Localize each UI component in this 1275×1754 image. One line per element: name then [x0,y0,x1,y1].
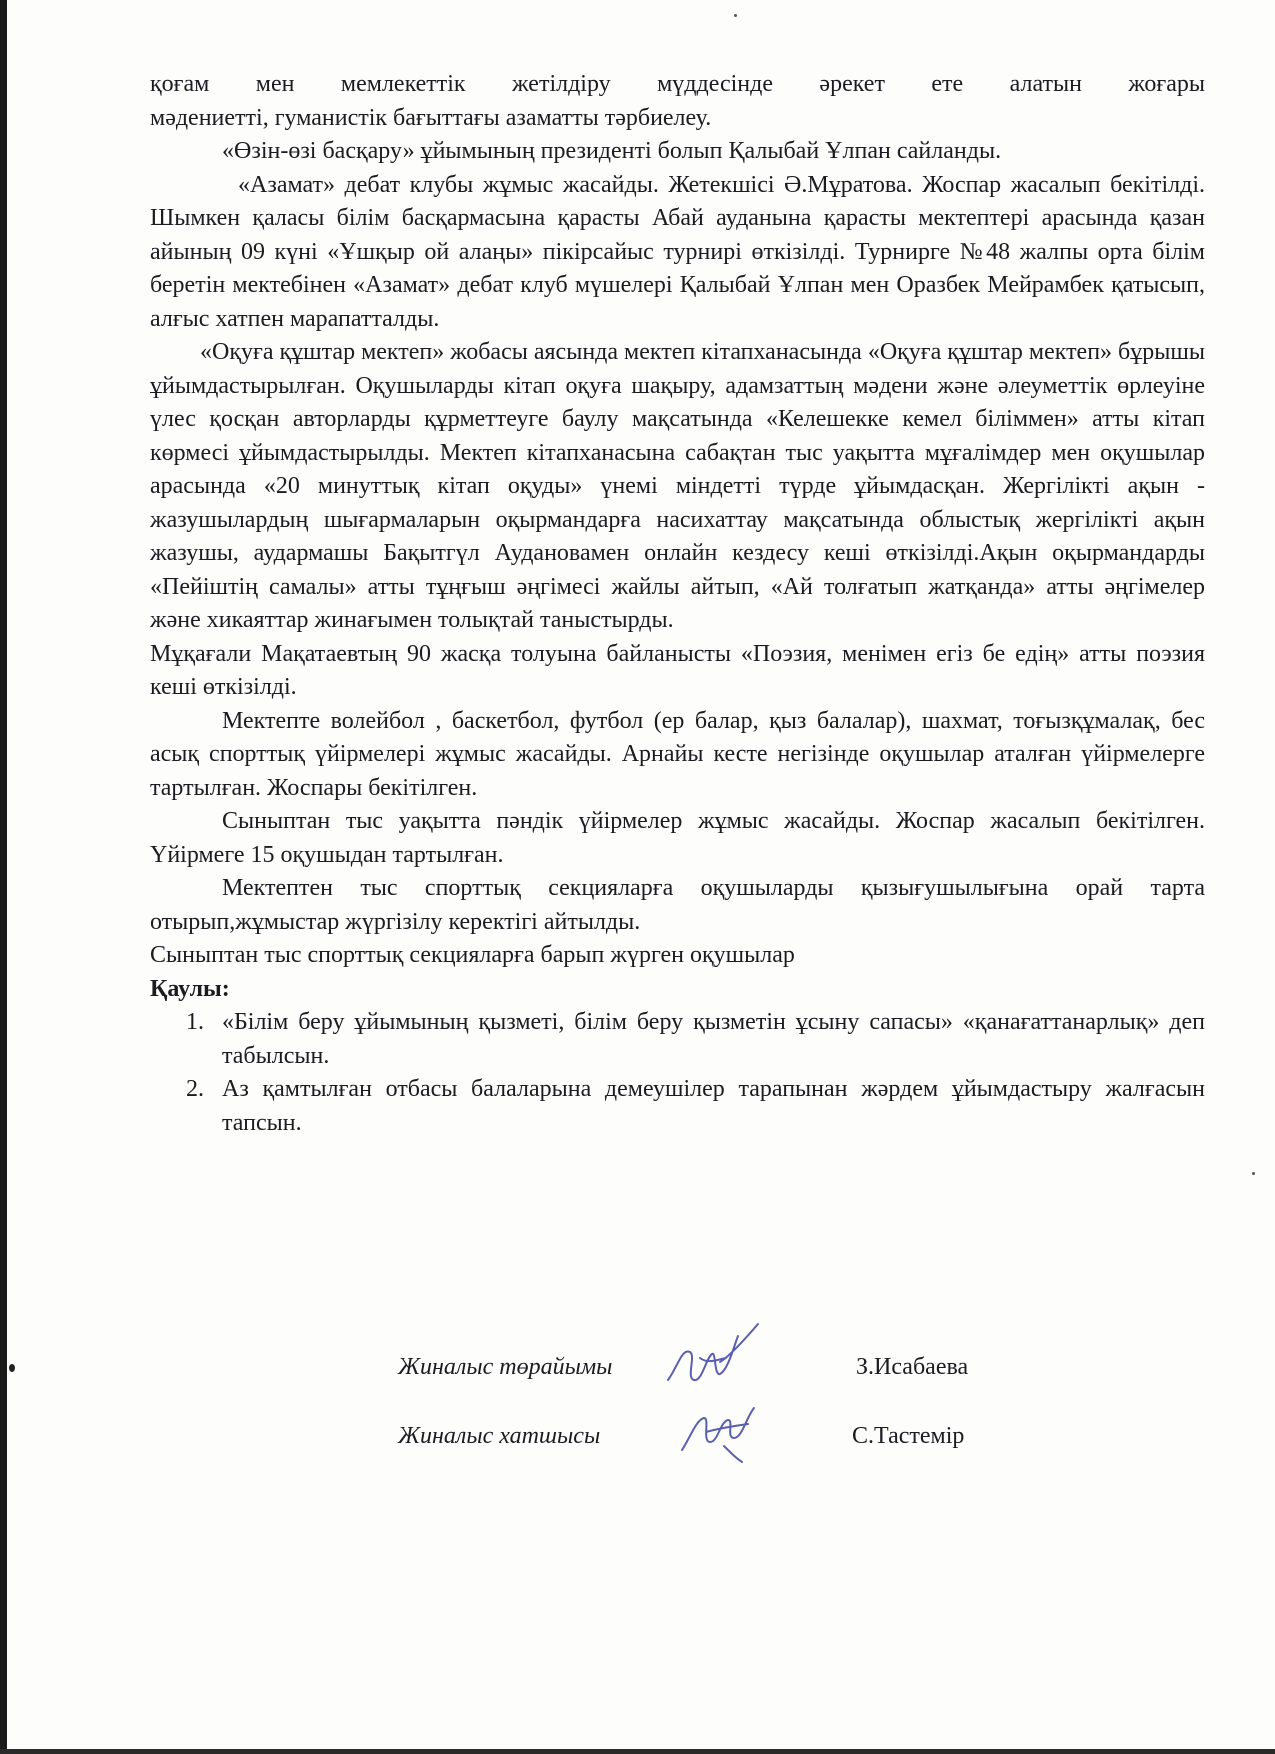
paragraph: Мектептен тыс спорттық секцияларға оқушыларды қызығушылығына орай тарта отырып,жұмыстар жүргізілу керектігі айтылды. [150,875,1205,935]
decision-heading: Қаулы: [150,975,230,1002]
paragraph-line: мәдениетті, гуманистік бағыттағы азаматты тәрбиелеу. [150,104,712,131]
chair-role: Жиналыс төрайымы [398,1354,613,1380]
list-item-text: Аз қамтылған отбасы балаларына демеушілер тарапынан жәрдем ұйымдастыру жалғасын тапсын. [222,1076,1205,1136]
scan-bottom-edge [0,1749,1275,1754]
scan-speck [9,1364,15,1372]
paragraph: Мұқағали Мақатаевтың 90 жасқа толуына байланысты «Поэзия, менімен егіз бе едің» атты поэзия кеші өткізілді. [150,640,1205,700]
paragraph-line: қоғам мен мемлекеттік жетілдіру мүддесінде әрекет ете алатын жоғары [150,71,1205,97]
document-body [150,68,1205,1140]
paragraph: «Өзін-өзі басқару» ұйымының президенті болып Қалыбай Ұлпан сайланды. [222,138,1002,164]
chair-name: З.Исабаева [856,1354,969,1380]
paragraph: Сыныптан тыс уақытта пәндік үйірмелер жұмыс жасайды. Жоспар жасалып бекітілген. Үйірмеге 15 оқушыдан тартылған. [150,808,1205,868]
list-item-number: 2. [186,1076,204,1102]
paragraph: Сыныптан тыс спорттық секцияларға барып жүрген оқушылар [150,942,795,968]
secretary-signature [676,1398,766,1468]
paragraph: Мектепте волейбол , баскетбол, футбол (ер балар, қыз балалар), шахмат, тоғызқұмалақ, бес асық спорттық үйірмелері жұмыс жасайды. Арнайы кесте негізінде оқушылар аталған үйірмелерге тартылған. Жоспары бекітілген. [150,707,1205,801]
secretary-name: С.Тастемір [852,1423,965,1449]
scan-left-edge [0,0,7,1754]
list-item [150,1006,1205,1073]
secretary-role: Жиналыс хатшысы [398,1423,601,1449]
decision-list [150,1006,1205,1140]
list-item [150,1073,1205,1140]
paragraph: «Оқуға құштар мектеп» жобасы аясында мектеп кітапханасында «Оқуға құштар мектеп» бұрышы ұйымдастырылған. Оқушыларды кітап оқуға шақыру, адамзаттың мәдени және әлеуметтік өрлеуіне үлес қосқан авторларды құрметтеуге баулу мақсатында «Келешекке кемел біліммен» атты кітап көрмесі ұйымдастырылды. Мектеп кітапханасына сабақтан тыс уақытта мұғалімдер мен оқушылар арасында «20 минуттық кітап оқуды» үнемі міндетті түрде ұйымдасқан. Жергілікті ақын - жазушылардың шығармаларын оқырмандарға насихаттау мақсатында облыстық жергілікті ақын жазушы, аудармашы Бақытгүл Ауданoвамен онлайн кездесу кеші өткізілді.Ақын оқырмандарды «Пейіштің самалы» атты тұңғыш әңгімесі жайлы айтып, «Ай толғатып жатқанда» атты әңгімелер және хикаяттар жинағымен толықтай таныстырды. [150,339,1205,633]
list-item-text: «Білім беру ұйымының қызметі, білім беру қызметін ұсыну сапасы» «қанағаттанарлық» деп табылсын. [222,1009,1205,1069]
scan-speck [734,14,737,17]
chair-signature [660,1318,770,1398]
scan-speck [1252,1172,1255,1175]
paragraph: «Азамат» дебат клубы жұмыс жасайды. Жетекшісі Ә.Мұратова. Жоспар жасалып бекітілді. Шымкен қаласы білім басқармасына қарасты Абай ауданына қарасты мектептері арасында қазан айының 09 күні «Ұшқыр ой алаңы» пікірсайыс турнирі өткізілді. Турнирге №48 жалпы орта білім беретін мектебінен «Азамат» дебат клуб мүшелері Қалыбай Ұлпан мен Оразбек Мейрамбек қатысып, алғыс хатпен марапатталды. [150,171,1205,332]
list-item-number: 1. [186,1009,204,1035]
